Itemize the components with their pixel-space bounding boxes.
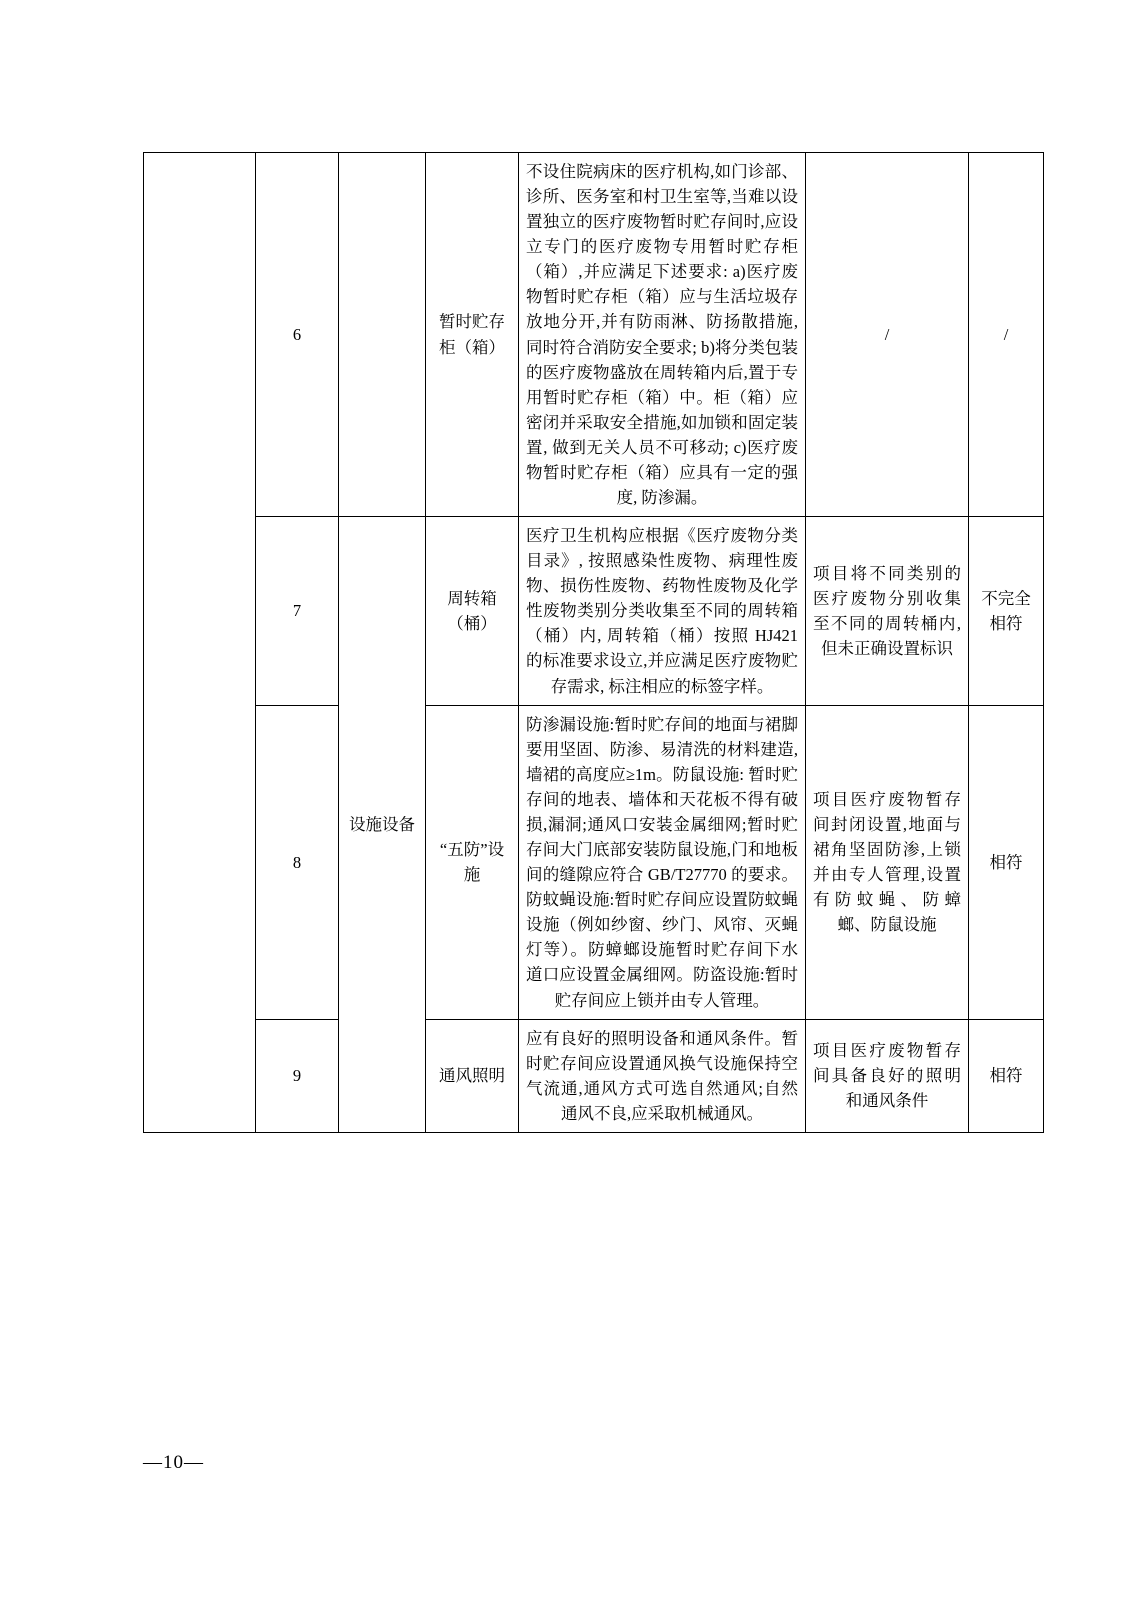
cell-status-9: 项目医疗废物暂存间具备良好的照明和通风条件: [806, 1019, 969, 1132]
cell-requirement-8: 防渗漏设施:暂时贮存间的地面与裙脚要用坚固、防渗、易清洗的材料建造,墙裙的高度应≥1m。防鼠设施: 暂时贮存间的地表、墙体和天花板不得有破损,漏洞;通风口安装金属细网;暂时贮存间大门底部安装防鼠设施,门和地板间的缝隙应符合 GB/T27770 的要求。 防蚊蝇设施:暂时贮存间应设置防蚊蝇设施（例如纱窗、纱门、风帘、灭蝇灯等）。防蟑螂设施暂时贮存间下水道口应设置金属细网。防盗设施:暂时贮存间应上锁并由专人管理。: [519, 705, 806, 1019]
table-row: [144, 1019, 1044, 1132]
cell-conclusion-6: /: [969, 153, 1044, 517]
cell-status-6: /: [806, 153, 969, 517]
table-row: [144, 517, 1044, 706]
cell-index-6: 6: [256, 153, 339, 517]
cell-item-7: 周转箱（桶）: [426, 517, 519, 706]
cell-conclusion-7: 不完全相符: [969, 517, 1044, 706]
cell-status-8: 项目医疗废物暂存间封闭设置,地面与裙角坚固防渗,上锁并由专人管理,设置有防蚊蝇、防蟑螂、防鼠设施: [806, 705, 969, 1019]
page-number: —10—: [143, 1452, 204, 1473]
cell-index-9: 9: [256, 1019, 339, 1132]
cell-blank-left: [144, 153, 256, 1133]
cell-requirement-6: 不设住院病床的医疗机构,如门诊部、诊所、医务室和村卫生室等,当难以设置独立的医疗废物暂时贮存间时,应设立专门的医疗废物专用暂时贮存柜（箱）,并应满足下述要求: a)医疗废物暂时贮存柜（箱）应与生活垃圾存放地分开,并有防雨淋、防扬散措施,同时符合消防安全要求; b)将分类包装的医疗废物盛放在周转箱内后,置于专用暂时贮存柜（箱）中。柜（箱）应密闭并采取安全措施,如加锁和固定装置, 做到无关人员不可移动; c)医疗废物暂时贮存柜（箱）应具有一定的强度, 防渗漏。: [519, 153, 806, 517]
cell-category-6: [339, 153, 426, 517]
cell-conclusion-8: 相符: [969, 705, 1044, 1019]
cell-index-7: 7: [256, 517, 339, 706]
table-row: [144, 705, 1044, 1019]
compliance-table: [143, 152, 1044, 1133]
cell-category-facility: 设施设备: [339, 517, 426, 1133]
cell-requirement-7: 医疗卫生机构应根据《医疗废物分类目录》, 按照感染性废物、病理性废物、损伤性废物、药物性废物及化学性废物类别分类收集至不同的周转箱（桶）内, 周转箱（桶）按照 HJ421 的标准要求设立,并应满足医疗废物贮存需求, 标注相应的标签字样。: [519, 517, 806, 706]
cell-index-8: 8: [256, 705, 339, 1019]
cell-conclusion-9: 相符: [969, 1019, 1044, 1132]
cell-item-6: 暂时贮存柜（箱）: [426, 153, 519, 517]
table-row: [144, 153, 1044, 517]
cell-item-9: 通风照明: [426, 1019, 519, 1132]
cell-item-8: “五防”设施: [426, 705, 519, 1019]
cell-requirement-9: 应有良好的照明设备和通风条件。暂时贮存间应设置通风换气设施保持空气流通,通风方式可选自然通风;自然通风不良,应采取机械通风。: [519, 1019, 806, 1132]
cell-status-7: 项目将不同类别的医疗废物分别收集至不同的周转桶内,但未正确设置标识: [806, 517, 969, 706]
